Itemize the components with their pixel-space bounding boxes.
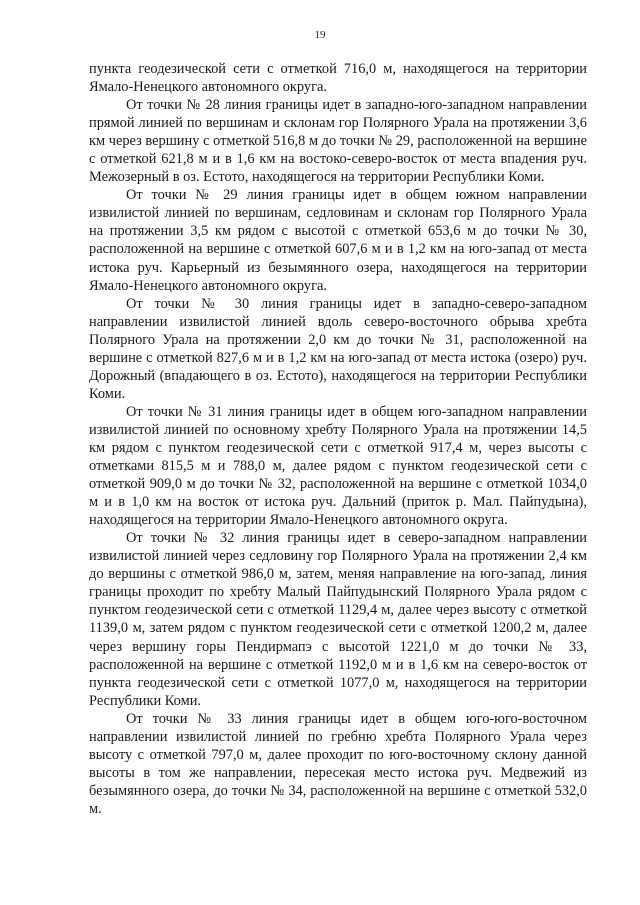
paragraph-point-30: От точки № 30 линия границы идет в западно-северо-западном направлении извилистой линией вдоль северо-восточного обрыва хребта Полярного Урала на протяжении 2,0 км до точки № 31, расположенной на вершине с отметкой 827,6 м и в 1,2 км на юго-запад от места истока (озеро) руч. Дорожный (впадающего в оз. Естото), находящегося на территории Республики Коми.: [89, 295, 587, 402]
paragraph-point-29: От точки № 29 линия границы идет в общем южном направлении извилистой линией по вершинам, седловинам и склонам гор Полярного Урала на протяжении 3,5 км рядом с высотой с отметкой 653,6 м до точки № 30, расположенной на вершине с отметкой 607,6 м и в 1,2 км на юго-запад от места истока руч. Карьерный из безымянного озера, находящегося на территории Ямало-Ненецкого автономного округа.: [89, 187, 587, 294]
document-body: [89, 60, 587, 818]
paragraph-point-32: От точки № 32 линия границы идет в северо-западном направлении извилистой линией через седловину гор Полярного Урала на протяжении 2,4 км до вершины с отметкой 986,0 м, затем, меняя направление на юго-запад, линия границы проходит по хребту Малый Пайпудынский Полярного Урала рядом с пунктом геодезической сети с отметкой 1129,4 м, далее через высоту с отметкой 1139,0 м, затем рядом с пунктом геодезической сети с отметкой 1200,2 м, далее через вершину горы Пендирмапэ с высотой 1221,0 м до точки № 33, расположенной на вершине с отметкой 1192,0 м и в 1,6 км на северо-восток от пункта геодезической сети с отметкой 1077,0 м, находящегося на территории Республики Коми.: [89, 530, 587, 709]
paragraph-point-33: От точки № 33 линия границы идет в общем юго-юго-восточном направлении извилистой линией по гребню хребта Полярного Урала через высоту с отметкой 797,0 м, далее проходит по юго-восточному склону данной высоты в том же направлении, пересекая место истока руч. Медвежий из безымянного озера, до точки № 34, расположенной на вершине с отметкой 532,0 м.: [89, 710, 587, 817]
paragraph-point-31: От точки № 31 линия границы идет в общем юго-западном направлении извилистой линией по основному хребту Полярного Урала на протяжении 14,5 км рядом с пунктом геодезической сети с отметкой 917,4 м, через высоты с отметками 815,5 м и 788,0 м, далее рядом с пунктом геодезической сети с отметкой 909,0 м до точки № 32, расположенной на вершине с отметкой 1034,0 м и в 1,0 км на восток от истока руч. Дальний (приток р. Мал. Пайпудына), находящегося на территории Ямало-Ненецкого автономного округа.: [89, 403, 587, 529]
paragraph-point-28: От точки № 28 линия границы идет в западно-юго-западном направлении прямой линией по вершинам и склонам гор Полярного Урала на протяжении 3,6 км через вершину с отметкой 516,8 м до точки № 29, расположенной на вершине с отметкой 621,8 м и в 1,6 км на востоко-северо-восток от места впадения руч. Межозерный в оз. Естото, находящегося на территории Республики Коми.: [89, 97, 587, 186]
page-number: 19: [314, 29, 326, 41]
paragraph-continuation: пункта геодезической сети с отметкой 716,0 м, находящегося на территории Ямало-Ненецкого автономного округа.: [89, 61, 587, 96]
